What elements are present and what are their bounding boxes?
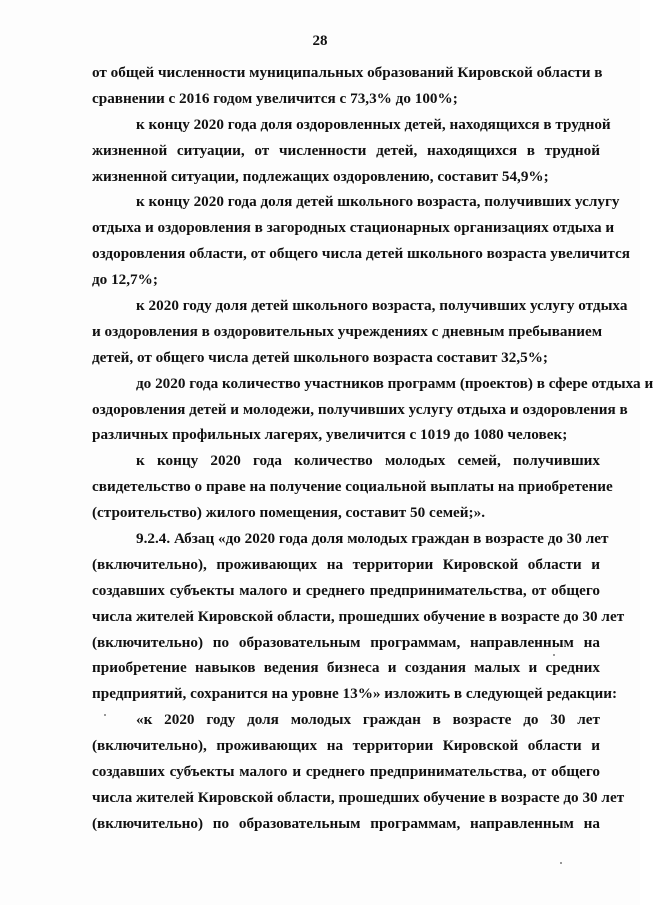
- text-line: 9.2.4. Абзац «до 2020 года доля молодых граждан в возрасте до 30 лет: [136, 530, 609, 548]
- text-line: к 2020 году доля детей школьного возраста, получивших услугу отдыха: [136, 297, 628, 315]
- text-line: «к 2020 году доля молодых граждан в возрасте до 30 лет: [136, 711, 600, 729]
- body-text: [92, 60, 653, 837]
- text-line: к концу 2020 года доля детей школьного возраста, получивших услугу: [136, 193, 620, 211]
- text-line: создавших субъекты малого и среднего предпринимательства, от общего: [92, 763, 600, 781]
- paragraph: [92, 707, 625, 836]
- text-line: (строительство) жилого помещения, составит 50 семей;».: [92, 504, 485, 522]
- paragraph: [92, 371, 653, 449]
- text-line: (включительно), проживающих на территории Кировской области и: [92, 737, 600, 755]
- text-line: детей, от общего числа детей школьного возраста составит 32,5%;: [92, 348, 548, 366]
- scan-speck: [560, 862, 562, 864]
- text-line: и оздоровления в оздоровительных учреждениях с дневным пребыванием: [92, 322, 603, 340]
- paragraph: [92, 60, 603, 112]
- text-line: (включительно), проживающих на территории Кировской области и: [92, 555, 600, 573]
- page-number: 28: [312, 33, 328, 49]
- scan-speck: [104, 714, 106, 716]
- text-line: приобретение навыков ведения бизнеса и создания малых и средних: [92, 659, 600, 677]
- paragraph: [92, 526, 625, 707]
- text-line: оздоровления детей и молодежи, получивших услугу отдыха и оздоровления в: [92, 400, 628, 418]
- text-line: различных профильных лагерях, увеличится с 1019 до 1080 человек;: [92, 426, 568, 444]
- paragraph: [92, 293, 628, 371]
- text-line: (включительно) по образовательным программам, направленным на: [92, 633, 600, 651]
- paragraph: [92, 189, 630, 293]
- scan-speck: [553, 654, 555, 656]
- text-line: к концу 2020 года доля оздоровленных детей, находящихся в трудной: [136, 115, 611, 133]
- text-line: к концу 2020 года количество молодых семей, получивших: [136, 452, 600, 470]
- text-line: свидетельство о праве на получение социальной выплаты на приобретение: [92, 478, 613, 496]
- text-line: отдыха и оздоровления в загородных стационарных организациях отдыха и: [92, 219, 615, 237]
- text-line: жизненной ситуации, подлежащих оздоровлению, составит 54,9%;: [92, 167, 549, 185]
- text-line: создавших субъекты малого и среднего предпринимательства, от общего: [92, 581, 600, 599]
- text-line: до 2020 года количество участников программ (проектов) в сфере отдыха и: [136, 374, 653, 392]
- text-line: числа жителей Кировской области, прошедших обучение в возрасте до 30 лет: [92, 607, 625, 625]
- paragraph: [92, 112, 611, 190]
- paragraph: [92, 448, 613, 526]
- text-line: от общей численности муниципальных образований Кировской области в: [92, 64, 603, 81]
- text-line: до 12,7%;: [92, 271, 158, 289]
- text-line: жизненной ситуации, от численности детей, находящихся в трудной: [92, 141, 600, 159]
- text-line: оздоровления области, от общего числа детей школьного возраста увеличится: [92, 245, 630, 263]
- text-line: (включительно) по образовательным программам, направленным на: [92, 814, 600, 832]
- text-line: предприятий, сохранится на уровне 13%» изложить в следующей редакции:: [92, 685, 618, 703]
- text-line: числа жителей Кировской области, прошедших обучение в возрасте до 30 лет: [92, 788, 625, 806]
- text-line: сравнении с 2016 годом увеличится с 73,3% до 100%;: [92, 89, 458, 107]
